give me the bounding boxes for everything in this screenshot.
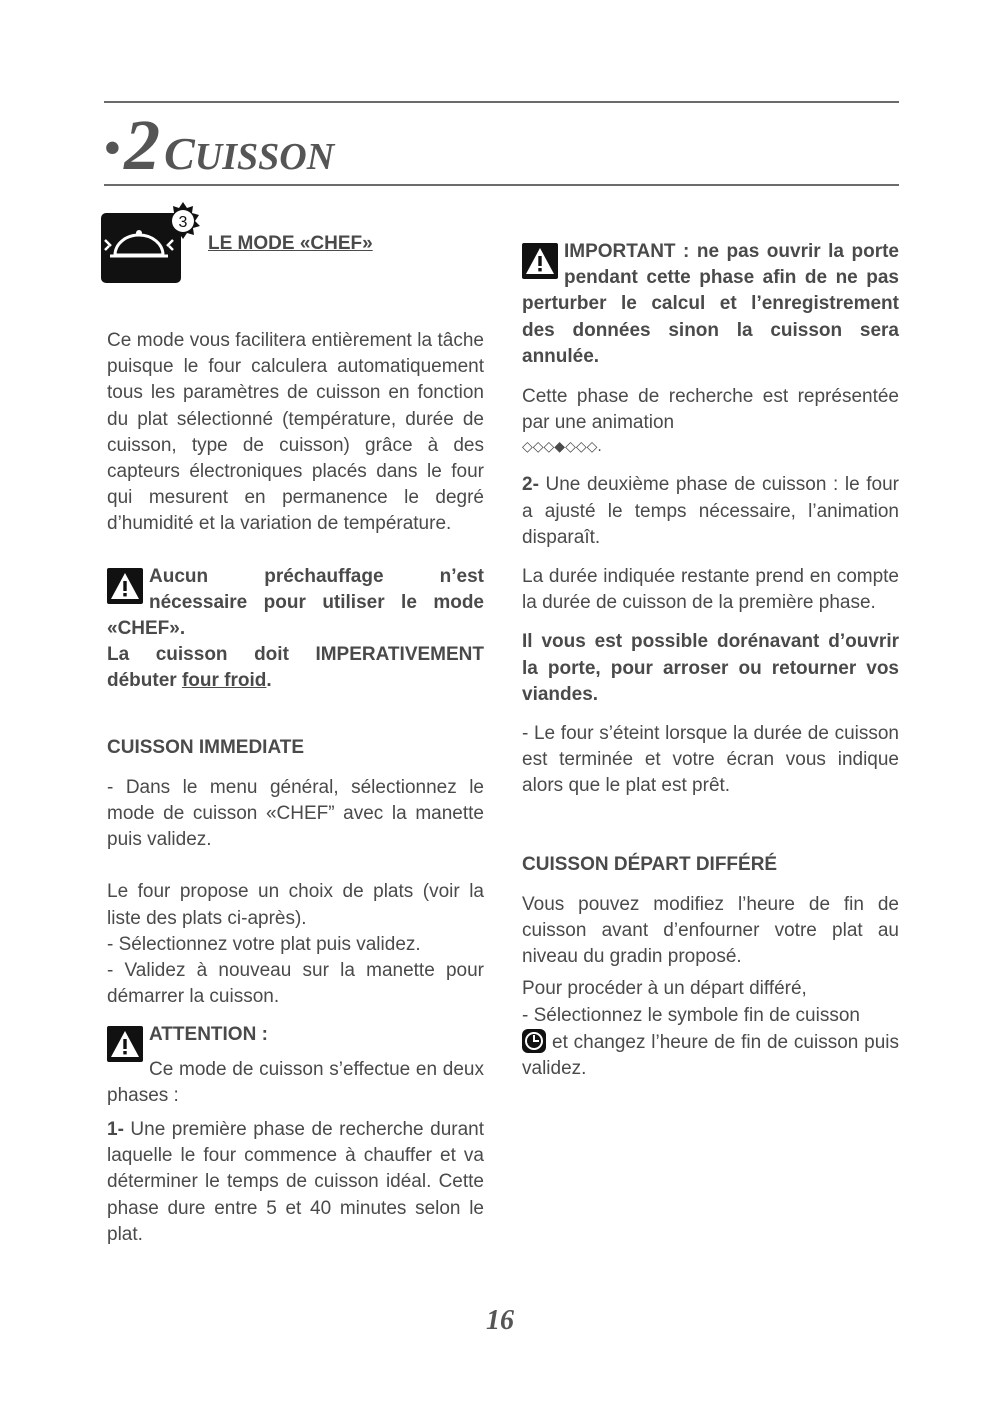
bottom-rule	[104, 184, 899, 186]
left-column	[107, 328, 484, 1248]
chef-intro: Ce mode vous facilitera entièrement la tâche puisque le four calculera automatiquement tous les paramètres de cuisson en fonction du plat sélectionné (température, durée de cuisson, type de cuisson) grâce à des capteurs électroniques placés dans le four qui mesurent en permanence le degré d’humidité et la variation de température.	[107, 330, 484, 535]
chapter-number: 2	[124, 105, 161, 185]
page-number: 16	[486, 1305, 514, 1336]
warning-block-1	[107, 564, 484, 695]
animation-glyphs: ◇◇◇◆◇◇◇.	[522, 439, 602, 456]
title-bullet: •	[104, 122, 121, 173]
important-text: IMPORTANT : ne pas ouvrir la porte pendant cette phase afin de ne pas perturber le calcul et l’enregistrement des données sinon la cuisson sera annulée.	[522, 241, 899, 367]
delayed-p2: Pour procéder à un départ différé,	[522, 978, 807, 1000]
phase-2: 2- Une deuxième phase de cuisson : le four a ajusté le temps nécessaire, l’animation disparaît.	[522, 474, 899, 548]
immediate-step-4: - Validez à nouveau sur la manette pour démarrer la cuisson.	[107, 960, 484, 1008]
important-block	[522, 239, 899, 370]
chapter-title	[104, 104, 334, 187]
phase-1: 1- Une première phase de recherche durant laquelle le four commence à chauffer et va déterminer le temps de cuisson idéal. Cette phase dure entre 5 et 40 minutes selon le plat.	[107, 1119, 484, 1245]
right-column	[522, 239, 899, 1082]
attention-text: Ce mode de cuisson s’effectue en deux phases :	[107, 1058, 484, 1106]
attention-block	[107, 1022, 484, 1109]
delayed-p3: - Sélectionnez le symbole fin de cuisson	[522, 1004, 860, 1026]
immediate-step-2: Le four propose un choix de plats (voir la liste des plats ci-après).	[107, 881, 484, 929]
delayed-p1: Vous pouvez modifiez l’heure de fin de cuisson avant d’enfourner votre plat au niveau du gradin proposé.	[522, 893, 899, 968]
cold-oven-text: La cuisson doit IMPERATIVEMENT débuter four froid.	[107, 644, 484, 692]
immediate-step-3: - Sélectionnez votre plat puis validez.	[107, 933, 421, 955]
no-preheat-text: Aucun préchauffage n’est nécessaire pour utiliser le mode «CHEF».	[107, 565, 484, 640]
delayed-heading: CUISSON DÉPART DIFFÉRÉ	[522, 853, 778, 875]
end-of-cooking-clock-icon	[522, 1029, 546, 1053]
immediate-step-1: - Dans le menu général, sélectionnez le mode de cuisson «CHEF” avec la manette puis validez.	[107, 776, 484, 851]
chef-mode-heading: LE MODE «CHEF»	[208, 233, 373, 254]
top-rule	[104, 101, 899, 103]
search-phase-text: Cette phase de recherche est représentée par une animation	[522, 386, 899, 434]
chapter-word: CUISSON	[164, 128, 335, 179]
warning-icon	[107, 568, 143, 604]
warning-icon	[522, 243, 558, 279]
delayed-p4: et changez l’heure de fin de cuisson puis validez.	[522, 1029, 899, 1082]
open-door-text: Il vous est possible dorénavant d’ouvrir la porte, pour arroser ou retourner vos viandes.	[522, 631, 899, 705]
chef-mode-icon	[101, 200, 205, 286]
immediate-heading: CUISSON IMMEDIATE	[107, 736, 305, 758]
attention-label: ATTENTION :	[149, 1024, 268, 1046]
badge-number: 3	[178, 214, 188, 231]
duration-text: La durée indiquée restante prend en compte la durée de cuisson de la première phase.	[522, 566, 899, 614]
oven-off-text: - Le four s’éteint lorsque la durée de cuisson est terminée et votre écran vous indique alors que le plat est prêt.	[522, 723, 899, 797]
warning-icon	[107, 1026, 143, 1062]
